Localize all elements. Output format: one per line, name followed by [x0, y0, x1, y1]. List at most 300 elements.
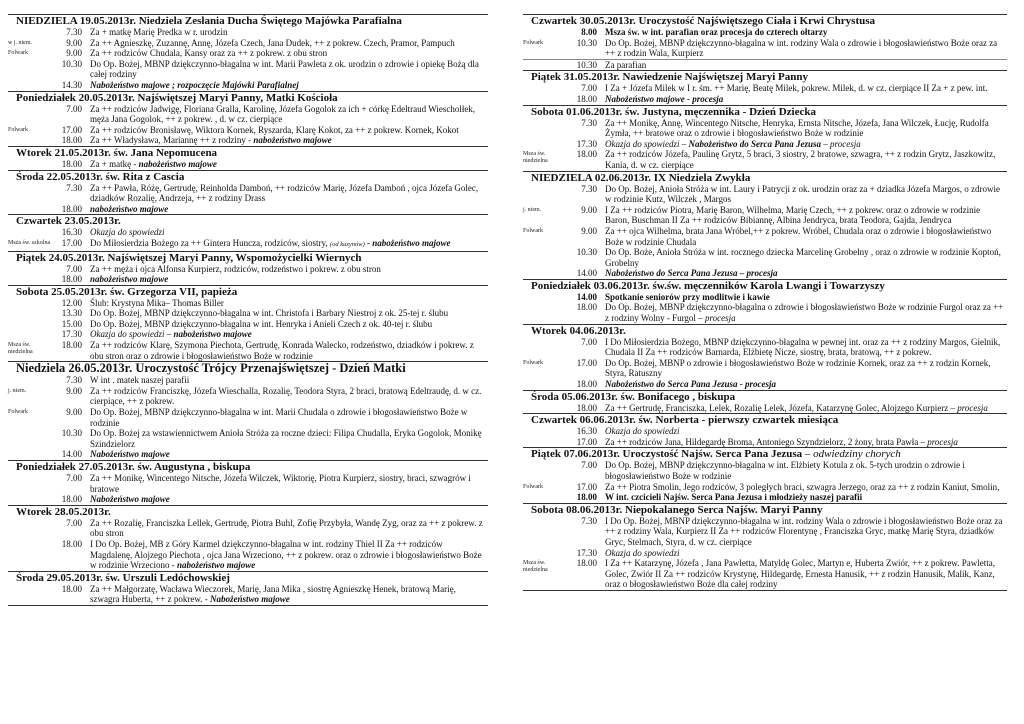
intention-note: (od kuzynów) [329, 240, 365, 248]
mass-entry [523, 139, 1007, 150]
intention-text: Za + matkę - [90, 158, 139, 169]
mass-entry [523, 302, 1007, 323]
mass-intention [90, 59, 488, 80]
mass-entry [8, 340, 488, 361]
mass-time: 7.30 [66, 182, 82, 193]
procession-note: procesja [927, 436, 958, 447]
mass-time: 17.00 [576, 436, 597, 447]
location-note: Folwark [8, 126, 28, 133]
intention-text: Nabożeństwo majowe ; rozpoczęcie Majówki Parafialnej [90, 79, 299, 90]
mass-intention [605, 139, 1007, 150]
intention-text: Ślub: Krystyna Mika– Thomas Biller [90, 297, 224, 308]
location-note [523, 516, 569, 548]
mass-time: 17.00 [61, 237, 82, 248]
mass-entry [8, 274, 488, 285]
mass-entry [523, 59, 1007, 71]
intention-text: Za ++ Monikę, Wincentego Nitsche, Józefa Wilczek, Wiktorię, Piotra Kurpierz, siostry, braci, szwagrów i bratowe [90, 473, 471, 494]
mass-intention [605, 94, 1007, 105]
mass-entry [523, 337, 1007, 358]
mass-intention [605, 118, 1007, 139]
mass-time: 7.30 [66, 27, 82, 37]
day-header [8, 15, 488, 27]
intention-text: I Za + Józefa Milek w I r. śm. ++ Marię, Beatę Milek, pokrew. Milek, d. w cz. cierpiące II Za + z pew. int. [605, 83, 988, 94]
mass-time: 9.00 [581, 225, 597, 236]
day-header-text: Piątek 24.05.2013r. Najświętszej Maryi Panny, Wspomożycielki Wiernych [16, 251, 362, 264]
mass-time: 18.00 [61, 158, 82, 169]
mass-time: 7.30 [66, 375, 82, 386]
mass-entry [523, 460, 1007, 481]
mass-entry [523, 492, 1007, 503]
day-header-text: NIEDZIELA 19.05.2013r. Niedziela Zesłania Ducha Świętego Majówka Parafialna [16, 15, 402, 27]
intention-text: Do Op. Boże, Anioła Stróża w int. rocznego dziecka Marcelinę Grobelny , oraz o zdrowie w rodzinie Koptoń, Grobelny [605, 247, 1001, 268]
day-header [8, 572, 488, 584]
intention-text: Nabożeństwo do Serca Pana Jezusa - procesja [605, 379, 777, 390]
day-block [8, 251, 488, 285]
mass-intention [605, 548, 1007, 559]
service-note: Nabożeństwo do Serca Pana Jezusa [688, 138, 822, 149]
location-note [8, 135, 54, 146]
mass-intention [90, 48, 488, 59]
mass-time: 18.00 [61, 274, 82, 285]
intention-text: Do Op. Bożej, MBNP dziękczynno-błagalna w int. rodziny Wala o zdrowie i błogosławieństwo Boże oraz za ++ z rodzin Wala, Kurpierz [605, 37, 998, 59]
intention-text: W int. czcicieli Najśw. Serca Pana Jezusa i młodzieży naszej parafii [605, 492, 863, 503]
mass-intention [90, 238, 488, 251]
service-note: nabożeństwo majowe [253, 135, 332, 146]
mass-entry [8, 264, 488, 275]
mass-time: 16.30 [61, 227, 82, 238]
right-column [523, 14, 1007, 591]
location-note [523, 337, 569, 358]
mass-entry [8, 227, 488, 238]
mass-intention [90, 38, 488, 49]
mass-intention [90, 135, 488, 146]
intention-text: I Za ++ rodziców Piotra, Marię Baron, Wilhelma, Marię Czech, ++ z pokrew. oraz o zdrowie w rodzinie Baron, Buschman II Za ++ rodziców Bibiannę, Albina Jendryca, brata Teodora, Gajda, Jendryca [605, 204, 981, 226]
mass-time: 18.00 [61, 203, 82, 214]
mass-time: 9.00 [66, 407, 82, 418]
mass-intention [90, 204, 488, 215]
mass-entry [8, 473, 488, 494]
mass-entry [8, 449, 488, 460]
location-note [523, 379, 569, 390]
intention-text: Za ++ Agnieszkę, Zuzannę, Annę, Józefa Czech, Jana Dudek, ++ z pokrew. Czech, Pramor, Pampuch [90, 37, 455, 48]
day-header-text: Środa 22.05.2013r. św. Rita z Cascia [16, 170, 185, 183]
mass-time: 12.00 [61, 297, 82, 308]
day-block [523, 70, 1007, 104]
mass-time: 17.30 [576, 138, 597, 149]
location-note [523, 184, 569, 205]
location-note [8, 80, 54, 91]
day-header [8, 215, 488, 227]
mass-intention [605, 292, 1007, 303]
service-note: – procesja [737, 268, 778, 279]
mass-time: 13.30 [61, 308, 82, 319]
mass-time: 7.00 [581, 460, 597, 471]
mass-intention [90, 27, 488, 38]
intention-text: Nabożeństwo majowe [605, 93, 685, 104]
day-header [8, 92, 488, 104]
mass-entry [8, 375, 488, 386]
location-note [523, 426, 569, 437]
mass-intention [90, 274, 488, 285]
service-note: Nabożeństwo majowe [210, 594, 290, 605]
day-header [523, 15, 1007, 27]
mass-entry [523, 548, 1007, 559]
mass-time: 10.30 [576, 247, 597, 258]
day-header [8, 286, 488, 298]
location-note [523, 492, 569, 503]
mass-time: 7.00 [66, 473, 82, 483]
day-header-text: Wtorek 04.06.2013r. [531, 324, 626, 337]
mass-entry [523, 437, 1007, 448]
mass-entry [523, 268, 1007, 279]
location-note [8, 329, 54, 340]
day-block [8, 505, 488, 571]
mass-intention [605, 247, 1007, 268]
mass-entry [523, 27, 1007, 38]
mass-entry [8, 204, 488, 215]
mass-time: 7.00 [66, 517, 82, 528]
mass-time: 18.00 [576, 379, 597, 390]
day-block [8, 170, 488, 215]
intention-text: Za ++ ojca Wilhelma, brata Jana Wróbel,++ z pokrew. Wróbel, Chudala oraz o zdrowie i błogosławieństwo Boże w rodzinie Chudala [605, 225, 992, 247]
service-note: nabożeństwo majowe [138, 158, 217, 169]
location-note: Folwark [8, 409, 28, 416]
mass-intention [90, 227, 488, 238]
intention-text: Za ++ rodziców Bronisławę, Wiktora Kornek, Ryszarda, Klarę Kokot, za ++ z pokrew. Kornek, Kokot [90, 124, 459, 135]
mass-intention [605, 60, 1007, 71]
mass-time: 18.00 [576, 149, 597, 160]
day-block [523, 279, 1007, 324]
day-block [8, 285, 488, 362]
mass-intention [605, 38, 1007, 59]
mass-time: 17.00 [61, 124, 82, 135]
intention-text: Okazja do spowiedzi [90, 227, 165, 238]
mass-time: 7.00 [581, 336, 597, 347]
mass-entry [8, 238, 488, 251]
location-note [8, 59, 54, 80]
day-header [523, 504, 1007, 516]
location-note [8, 183, 54, 204]
day-header-text: Sobota 25.05.2013r. św. Grzegorza VII, papieża [16, 285, 238, 298]
day-header-text: Poniedziałek 20.05.2013r. Najświętszej Maryi Panny, Matki Kościoła [16, 91, 338, 104]
mass-time: 9.00 [581, 204, 597, 215]
location-note: Msza św. niedzielna [8, 342, 33, 356]
mass-time: 8.00 [581, 27, 597, 37]
intention-text: Do Op. Bożej, MBNP dziękczynno-błagalna w int. Christofa i Barbary Niestroj z ok. 25-tej r. ślubu [90, 308, 449, 319]
location-note [523, 27, 569, 38]
intention-text: Okazja do spowiedzi – [90, 329, 174, 340]
intention-text: Do Op. Bożej, Anioła Stróża w int. Laury i Patrycji z ok. urodzin oraz za + dziadka Józefa Margos, o zdrowie w rodzinie Kutz, Wilczek , Margos [605, 183, 1001, 205]
mass-time: 7.00 [66, 103, 82, 114]
intention-text: Za ++ rodziców Jana, Hildegardę Broma, Antoniego Szyndzielorz, 2 żony, brata Pawła – [605, 436, 928, 447]
day-block [8, 571, 488, 606]
location-note [8, 274, 54, 285]
day-header-text: Czwartek 30.05.2013r. Uroczystość Najświętszego Ciała i Krwi Chrystusa [531, 15, 876, 27]
intention-text: Do Op. Bożej, MBNP dziękczynno-błagalna o zdrowie i błogosławieństwo Boże w rodzinie Furgol oraz za ++ z rodziny Wolny - Furgol – [605, 302, 1004, 324]
location-note: j. niem. [523, 206, 542, 213]
mass-intention [605, 337, 1007, 358]
mass-intention [90, 407, 488, 428]
location-note [8, 584, 54, 605]
procession-note: procesja [704, 313, 736, 324]
intention-text: Za ++ rodziców Franciszkę, Józefa Wieschalla, Rozalię, Teodora Styra, 2 braci, bratową Edeltraudę, d. w cz. cierpiące, ++ z pokrew. [90, 385, 482, 407]
mass-entry [523, 226, 1007, 247]
mass-entry [523, 118, 1007, 139]
mass-entry [8, 59, 488, 80]
mass-time: 16.30 [576, 426, 597, 437]
location-note [8, 473, 54, 494]
day-header [8, 506, 488, 518]
intention-text: W int . matek naszej parafii [90, 375, 190, 386]
mass-intention [90, 584, 488, 605]
location-note [8, 494, 54, 505]
location-note: j. niem. [8, 387, 27, 394]
intention-text: I Do Miłosierdzia Bożego, MBNP dziękczynno-błagalna w pewnej int. oraz za ++ z rodziny Margos, Gielnik, Chudala II Za ++ rodziców Barnarda, Elżbietę Nicze, siostrę, brata, bratową, ++ z pokrew. [605, 336, 1001, 358]
intention-text: I Do Op. Bożej, MBNP dziękczynno-błagalna w int. rodziny Wala o zdrowie i błogosławieństwo Boże oraz za ++ z rodziny Wala, Kurpierz II Za ++ rodziców Florentynę , Franciszka Gryc, matkę Marię Styra, dziadków Gryc, Stelmach, Styra, d. w cz. cierpiące [605, 515, 1003, 547]
mass-intention [605, 358, 1007, 379]
mass-time: 7.30 [581, 117, 597, 128]
mass-intention [605, 184, 1007, 205]
mass-entry [8, 319, 488, 330]
mass-time: 14.30 [61, 79, 82, 90]
mass-entry [8, 298, 488, 309]
day-header [523, 71, 1007, 83]
mass-intention [90, 494, 488, 505]
mass-intention [90, 329, 488, 340]
location-note [523, 268, 569, 279]
service-note: - procesja [684, 93, 724, 104]
mass-intention [605, 205, 1007, 226]
location-note [8, 204, 54, 215]
location-note: Folwark [523, 39, 543, 46]
location-note [8, 159, 54, 170]
mass-entry [8, 329, 488, 340]
mass-entry [523, 83, 1007, 94]
mass-entry [8, 38, 488, 49]
mass-intention [605, 482, 1007, 493]
mass-intention [90, 308, 488, 319]
location-note [8, 449, 54, 460]
day-block [523, 390, 1007, 414]
mass-entry [523, 149, 1007, 170]
day-header-text: Czwartek 23.05.2013r. [16, 215, 121, 228]
day-header-text: Sobota 01.06.2013r. św. Justyna, męczennika - Dzień Dziecka [531, 105, 816, 118]
mass-intention [605, 302, 1007, 323]
intention-text: nabożeństwo majowe [90, 274, 169, 285]
mass-time: 18.00 [576, 302, 597, 313]
mass-entry [523, 403, 1007, 414]
mass-intention [90, 539, 488, 571]
day-header [523, 414, 1007, 426]
day-header-text: NIEDZIELA 02.06.2013r. IX Niedziela Zwykła [531, 171, 751, 184]
mass-intention [605, 226, 1007, 247]
intention-text: Za ++ rodziców Józefa, Paulinę Grytz, 5 braci, 3 siostry, 2 bratowe, szwagra, ++ z rodzin Grytz, Jaszkowitz, Kania, d. w cz. cierpiące [605, 149, 996, 170]
mass-entry [523, 482, 1007, 493]
mass-entry [8, 27, 488, 38]
location-note [523, 292, 569, 303]
mass-entry [8, 308, 488, 319]
intention-text: Za ++ Pawła, Różę, Gertrudę, Reinholda Damboń, ++ rodziców Marię, Józefa Damboń , ojca Józefa Golec, dziadków Rozalię, Andrzeja, ++ z rodziny Drass [90, 182, 479, 204]
location-note [8, 27, 54, 38]
intention-text: Okazja do spowiedzi [605, 426, 680, 437]
mass-time: 7.30 [581, 183, 597, 194]
intention-text: Za ++ rodziców Chudala, Kansy oraz za ++ z pokrew. z obu stron [90, 48, 328, 59]
day-header-text: Sobota 08.06.2013r. Niepokalanego Serca Najśw. Maryi Panny [531, 503, 823, 516]
intention-text: Msza św. w int. parafian oraz procesja do czterech ołtarzy [605, 27, 828, 37]
day-header-text: Środa 29.05.2013r. św. Urszuli Ledóchowskiej [16, 571, 230, 584]
location-note [8, 375, 54, 386]
day-block [523, 324, 1007, 390]
mass-intention [605, 379, 1007, 390]
mass-intention [605, 268, 1007, 279]
intention-text: Do Op. Bożej za wstawiennictwem Anioła Stróża za roczne dzieci: Filipa Chudalla, Eryka Gogolok, Monikę Szindzielorz [90, 428, 482, 449]
mass-entry [8, 494, 488, 505]
mass-time: 18.00 [576, 402, 597, 413]
day-header [8, 171, 488, 183]
mass-time: 10.30 [576, 59, 597, 70]
day-header-text: Piątek 31.05.2013r. Nawiedzenie Najświętszej Maryi Panny [531, 71, 808, 84]
location-note [523, 118, 569, 139]
day-block [523, 14, 1007, 70]
location-note [523, 83, 569, 94]
mass-entry [8, 104, 488, 125]
intention-text: Za ++ męża i ojca Alfonsa Kurpierz, rodziców, rodzeństwo i pokrew. z obu stron [90, 263, 381, 274]
mass-intention [90, 375, 488, 386]
location-note [8, 319, 54, 330]
intention-text: I Do Op. Bożej, MB z Góry Karmel dziękczynno-błagalna w int. rodziny Thiel II Za ++ rodziców Magdalenę, Alojzego Piechota , ojca Jana Wrzeciono, ++ z pokrew. oraz o zdrowie i błogosławieństwo Boże w rodzinie Wrzeciono - [90, 538, 482, 571]
mass-time: 17.00 [576, 481, 597, 492]
mass-entry [523, 247, 1007, 268]
mass-intention [90, 264, 488, 275]
mass-entry [523, 184, 1007, 205]
location-note: w j. niem. [8, 39, 32, 46]
day-header-text: Wtorek 21.05.2013r. św. Jana Nepomucena [16, 146, 218, 159]
location-note [8, 428, 54, 449]
location-note [523, 60, 569, 71]
mass-time: 14.00 [61, 449, 82, 460]
intention-text: Za parafian [605, 59, 647, 70]
mass-intention [90, 183, 488, 204]
mass-entry [8, 539, 488, 571]
location-note: Msza św. niedzielna [523, 151, 548, 165]
location-note [523, 460, 569, 481]
day-header-text: Wtorek 28.05.2013r. [16, 505, 111, 518]
location-note [523, 403, 569, 414]
mass-time: 7.30 [581, 515, 597, 526]
location-note: Folwark [8, 50, 28, 57]
intention-text: Za ++ Rozalię, Franciszka Lellek, Gertrudę, Piotra Buhl, Zofię Przybyła, Wandę Zyg, oraz za ++ z pokrew. z obu stron [90, 517, 483, 539]
mass-intention [90, 319, 488, 330]
mass-entry [8, 183, 488, 204]
mass-intention [90, 473, 488, 494]
mass-entry [8, 80, 488, 91]
mass-intention [605, 492, 1007, 503]
mass-intention [90, 340, 488, 361]
mass-entry [523, 426, 1007, 437]
location-note: Msza św. szkolna [8, 239, 51, 246]
mass-entry [523, 358, 1007, 379]
day-header-text: Piątek 07.06.2013r. Uroczystość Najśw. Serca Pana Jezusa [531, 448, 803, 461]
mass-intention [605, 27, 1007, 38]
mass-intention [605, 437, 1007, 448]
location-note [8, 104, 54, 125]
intention-text: Za ++ rodziców Jadwigę, Floriana Gralla, Karolinę, Józefa Gogolok za ich + córkę Edeltraud Wiescholłek, męża Jana Gogolok, ++ z pokrew. , d. w cz. cierpiące [90, 103, 476, 125]
mass-time: 9.00 [66, 385, 82, 396]
day-header [523, 106, 1007, 118]
mass-intention [605, 516, 1007, 548]
day-block [8, 361, 488, 460]
mass-time: 17.30 [61, 329, 82, 340]
mass-time: 14.00 [576, 268, 597, 279]
location-note [8, 308, 54, 319]
location-note [523, 548, 569, 559]
mass-time: 7.00 [581, 83, 597, 94]
day-header-text: Środa 05.06.2013r. św. Bonifacego , biskupa [531, 390, 736, 403]
mass-entry [523, 94, 1007, 105]
location-note [8, 539, 54, 571]
day-block [523, 503, 1007, 591]
intention-text: Nabożeństwo majowe [90, 449, 170, 460]
day-block [8, 91, 488, 146]
intention-text: Za ++ Monikę, Annę, Wincentego Nitsche, Henryka, Ernsta Nitsche, Józefa, Jana Wilczek, Łucję, Rudolfa Żymła, ++ bratowe oraz o zdrowie i błogosławieństwo Boże w rodzinie [605, 117, 989, 139]
day-block [523, 105, 1007, 171]
mass-entry [523, 379, 1007, 390]
intention-text: Okazja do spowiedzi – [605, 138, 689, 149]
intention-text: Do Op. Bożej, MBNP dziękczynno-błagalna w int. Elżbiety Kotula z ok. 5-tych urodzin o zdrowie i błogosławieństwo Boże w rodzinie [605, 460, 965, 481]
mass-time: 17.30 [576, 547, 597, 558]
mass-time: 10.30 [576, 37, 597, 48]
intention-text: Za ++ Władysława, Mariannę ++ z rodziny - [90, 135, 254, 146]
mass-intention [605, 460, 1007, 481]
location-note: Folwark [523, 483, 543, 490]
location-note [523, 437, 569, 448]
mass-intention [605, 403, 1007, 414]
day-header-text: Czwartek 06.06.2013r. św. Norberta - pierwszy czwartek miesiąca [531, 414, 839, 427]
mass-time: 15.00 [61, 318, 82, 329]
location-note: Folwark [523, 359, 543, 366]
location-note [8, 518, 54, 539]
mass-time: 10.30 [61, 428, 82, 439]
intention-text: Spotkanie seniorów przy modlitwie i kawie [605, 291, 770, 302]
intention-text: Do Op. Bożej, MBNP dziękczynno-błagalna w int. Henryka i Anieli Czech z ok. 40-tej r. ślubu [90, 318, 433, 329]
mass-entry [8, 48, 488, 59]
mass-entry [523, 38, 1007, 59]
day-header [8, 362, 488, 375]
day-block [523, 413, 1007, 447]
intention-text: Za ++ Piotra Smolin, Jego rodziców, 3 poległych braci, szwagra Jerzego, oraz za ++ z rodzin Kaniut, Smolin, [605, 481, 1000, 492]
mass-time: 18.00 [61, 135, 82, 146]
mass-time: 10.30 [61, 58, 82, 69]
mass-intention [90, 298, 488, 309]
mass-entry [8, 135, 488, 146]
mass-entry [8, 125, 488, 136]
mass-entry [8, 159, 488, 170]
mass-time: 18.00 [576, 93, 597, 104]
mass-entry [523, 205, 1007, 226]
day-header [523, 172, 1007, 184]
day-header-note: – odwiedziny chorych [802, 448, 901, 461]
mass-intention [605, 558, 1007, 590]
day-header [8, 461, 488, 473]
procession-note: – procesja [821, 138, 861, 149]
mass-entry [8, 407, 488, 428]
mass-entry [8, 584, 488, 605]
procession-note: procesja [957, 402, 988, 413]
day-header-text: Poniedziałek 27.05.2013r. św. Augustyna , biskupa [16, 461, 251, 473]
service-note: - nabożeństwo majowe [364, 237, 451, 248]
day-header [523, 280, 1007, 292]
intention-text: Nabożeństwo do Serca Pana Jezusa [605, 268, 738, 279]
